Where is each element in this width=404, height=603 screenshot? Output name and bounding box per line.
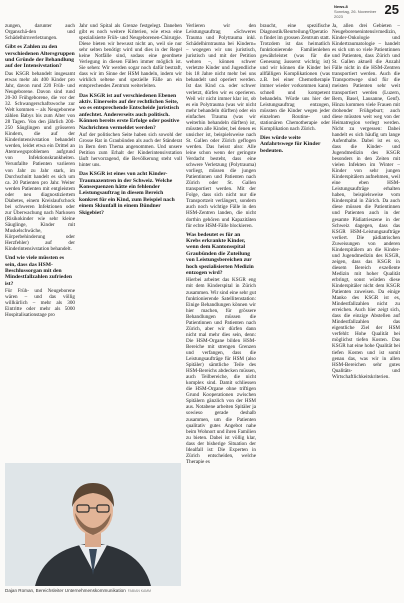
question-heading: Und wie viele müssten es sein, dass das HSM-Beschlussorgan mit den Mindestfallzahlen zufrieden ist? [5,255,72,287]
portrait-illustration [5,463,181,586]
column-2 [79,23,182,459]
question-heading: Gibt es Zahlen zu den verschiedenen Altersgruppen und Gründe der Behandlung auf der Intensivstation? [5,44,75,70]
column-4 [260,23,330,598]
column-3 [186,23,256,598]
page-number: 25 [384,2,399,17]
paragraph: Auf der politischen Seite haben sich sowohl der Grosse Rat in Graubünden als auch der Ständerat in Bern dem Thema angenommen. Und unsere Petition zum Erhalt der Kinderintensivstation läuft hervorragend, die Bevölkerung steht voll hinter uns. [79,131,182,169]
publication-name: News.8 [334,4,348,9]
column-1 [5,23,75,459]
paragraph: Jahr und Spital als Grenze festgelegt. Daneben gibt es noch weitere Kriterien, wie etwa eine spezialisierte Früh- und Neugeborenen-Chirurgie. Diese bieten wir bewusst nicht an, weil sie nur sehr selten benötigt wird und dies in der Regel keine Notfälle sind, sodass eine geordnete Verlegung in diesen Fällen immer möglich ist. Sie sehen: Wir werden sogar noch dafür bestraft, dass wir im Sinne der HSM handeln, indem wir wirklich seltene und spezielle Fälle an ein entsprechendes Zentrum weiterleiten. [79,23,182,90]
paragraph: Das KSGR behandelt insgesamt etwas mehr als 400 Kinder pro Jahr, davon rund 220 Früh- und Neugeborene. Davon sind rund 20-30 Frühgeborene, die vor der 32. Schwangerschaftswoche zur Welt kommen – als Neugeborene zählen Babys bis zum Alter von 28 Tagen. Von den jährlich 200-250 Säuglingen und grösseren Kindern, die auf der Kinderintensivstation behandelt werden, leidet etwa ein Drittel an Atemwegsproblemen aufgrund von Infektionskrankheiten. Verunfallte Patienten variieren von Jahr zu Jahr stark, im Durchschnitt handelt es sich um ca. 20 Patienten pro Jahr. Weiter werden Patienten mit entgleistem oder neu diagnostiziertem Diabetes, einem Kreislaufschock bei schweren Infektionen oder zur Überwachung nach Narkosen (Risikokinder wie sehr kleine Säuglinge, Kinder mit Muskelschwäche, Körperbehinderung oder Herzfehler) auf der Kinderintensivstation behandelt. [5,70,75,253]
paragraph: Für Früh- und Neugeborene wären – und das völlig willkürlich – mehr als 300 Eintritte oder mehr als 5000 Hospitalisationstage pro [5,288,75,319]
issue-date: Sonntag, 26. November 2023 [334,9,377,19]
paragraph: Ja, allen drei Gebieten – Neugeborenenintensivmedizin, Kinder-Onkologie und Kindertraumatologie – handelt es sich um so viele Patientinnen und Patienten, dass Zürich und St. Gallen aktuell die Anzahl Fälle nicht in die HSM-Zentren transportiert werden. Auch die Transportwege sind für die meisten Patienten sehr weit transportiert werden (Luzern, Bern, Basel, Lausanne, Genf). Hinzu kommen viele Frauen mit drohender Frühgeburt; auch diese müssten weit weg von der Heimatregion verlegt werden. Nicht zu vergessen: Dabei handelt es sich häufig um lange Aufenthalte. Dabei ist es so, dass die Kinder- und Jugendmedizin des KSGR besonders in den Zeiten mit vielen Infekten im Winter – Kinder von sehr jungen Kinderspitälern aufnehmen, weil eine eben HSM-Leistungsaufträge erhalten haben, beispielsweise vom Kinderspital in Zürich. Da auch diese müssen die Patientinnen und Patienten auch in der gesamte Pädiatrieszene in der Schweiz dagegen, dass das KSGR HSM-Leistungsaufträge verliert. Die pädiatrischen Zuweisungen von anderen Kinderspitälern an die Kinder- und Jugendmedizin des KSGR, zeigen, dass das KSGR in diesem Bereich exzellente Medizin mit hoher Qualität erbringt, sonst würden diese Kinderspitäler nicht dem KSGR Patienten zuweisen. Da einige Manko des KSGR ist es, Mindestfallzahlen nicht zu erreichen. Auch hier zeigt sich, dass die einzige Abstellen auf Mindestfallzahlen das eigentliche Ziel der HSM verfehlt: Hohe Qualität bei möglichst tiefen Kosten. Das KSGR hat eine hohe Qualität bei tiefen Kosten und ist somit genau das, was wir in allen HSM-Bereichen sehr gutes Qualitäts- und Wirtschaftlichkeitskriterien. [332,23,400,380]
question-heading: Das KSGR ist auf verschiedenen Ebenen aktiv. Einerseits auf der rechtlichen Seite, wo es entsprechende Entscheide juristisch anfechtet. Andererseits auch politisch. Können bereits erste Erfolge oder positive Nachrichten vermeldet werden? [79,92,180,131]
paragraph: Verlieren wir den Leistungsauftrag «Schweres Trauma und Polytrauma inkl. Schädelhirntrauma bei Kindern» – wogegen wir uns juristisch, juristisch und mit der Petition wehren –, können schwer verletzte Kinder und Jugendliche bis 18 Jahre nicht mehr bei uns behandelt und operiert werden. Ist das Kind ca. oder schwer verletzt, dürfen wir es operieren. Weil wir nicht immer klar ist, ob es ein Polytrauma (was wir nicht mehr behandeln dürften) oder ein einfaches Trauma (was wir weiterhin behandeln dürften) ist, müssten alle Kinder, bei denen es unsicher ist, beispielsweise nach St. Gallen oder Zürich geflogen werden. Das heisst also: Alle leine schon wenn der geringste Verdacht besteht, dass eine schwere Verletzung (Polytrauma) vorliegt, müssen die jungen Patientinnen und Patienten nach Zürich oder St. Gallen transportiert werden. Mit der Folge, dass sich nicht nur die Transportzeit verlängert, sondern auch noch wichtige Fälle in den HSM-Zentren landen, die nicht dorthin gehören und Kapazitäten für echte HSM-Fälle blockieren. [186,23,256,229]
column-5 [332,23,400,598]
caption-text: Dajan Roman, Bereichsleiter Unternehmenskommunikation [5,588,126,593]
paragraph: Hierbei arbeitet das KSGR eng mit dem Kinderspital in Zürich zusammen. Wir sind eine sehr gut funktionierende Satellitenstation: Einige Behandlungen können wir hier machen, für grössere Behandlungen müssen die Patientinnen und Patienten nach Zürich, aber wir dürfen dann nicht mal mehr dies sein, denn: Die HSM-Organe bilden HSM-Bereiche mit strengen Grenzen und verfangen, dass die Leistungsaufträge für HSM (also Spitäler) sämtliche Teile des HSM-Bereichs abdecken müssen, auch Teilbereiche, die nicht komplex sind. Damit schliessen die HSM-Organe ohne triftigen Grund Kooperationen zwischen Spitälern gänzlich von der HSM aus. Notabene arbeiten Spitäler ja sowieso gerade deshalb zusammen, um die Patienten qualitativ gutes Angebot nahe beim Wohnort und ihren Familien zu bieten. Dabei ist völlig klar, dass der bisherige Situation der Idealfall ist: Die Experten in Zürich entscheiden, welche Therapie es [186,277,256,465]
portrait-photo [5,463,181,586]
question-heading: Was bedeutet es für an Krebs erkrankte Kinder, wenn dem Kantonsspital Graubünden die Zuteilung von Leistungsbereichen zur hoch spezialisierten Medizin entzogen wird? [186,231,254,277]
question-heading: Das KSGR ist eines von acht Kinder-Traumazentren in der Schweiz. Welche Konsequenzen hätte ein fehlender Leistungsauftrag in diesem Bereich konkret für ein Kind, zum Beispiel nach einem Skiunfall in einem Bündner Skigebiet? [79,171,175,216]
paragraph: zungen, darunter auch Organschä-den und Schädelhirnverletzungen. [5,23,75,42]
photo-caption [5,588,183,594]
paragraph: braucht, eine spezifische Diagnostik/Beurteilung/Operation findet im grossen Zentrum statt. Trotzdem ist das heimatlich funktionierende Familienleben gewährleistet (was für die Genesung äusserst wichtig ist) und wir können die Kinder bei allfälligen Komplikationen (was z.B. bei einer Chemotherapie immer wieder vorkommen kann) schnell und kompetent behandeln. Würde uns hier der Leistungsauftrag entzogen, müssten die Kinder wegen jeder einzelnen Routine- und stationären Chemotherapie oder Komplikation nach Zürich. [260,23,330,132]
question-heading: Dies würde weite Anfahrtswege für Kinder bedeuten. [260,134,321,154]
photo-credit: FABIAN KAMM [127,589,151,593]
publication-info [334,4,380,19]
